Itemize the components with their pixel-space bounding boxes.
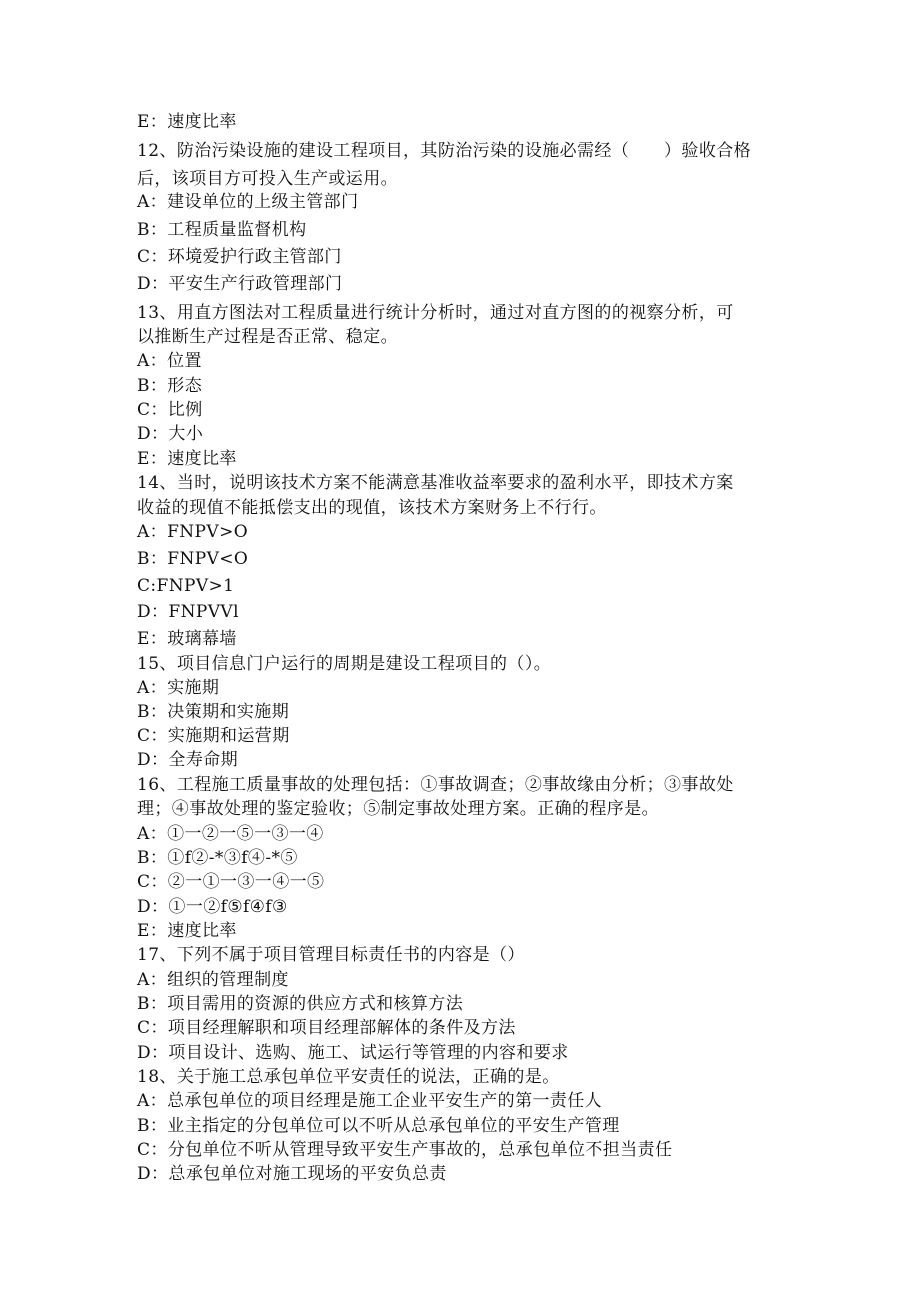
- text-line: 理；④事故处理的鉴定验收；⑤制定事故处理方案。正确的程序是。: [137, 799, 659, 819]
- option-b: B：项目需用的资源的供应方式和核算方法: [137, 994, 464, 1014]
- option-e: E：速度比率: [137, 449, 237, 469]
- option-d: D：平安生产行政管理部门: [137, 274, 343, 294]
- question-16: 16、工程施工质量事故的处理包括：①事故调查；②事故缘由分析；③事故处: [137, 775, 734, 795]
- option-b: B：形态: [137, 376, 203, 396]
- question-14: 14、当时，说明该技术方案不能满意基准收益率要求的盈利水平，即技术方案: [137, 473, 734, 493]
- option-d: D：总承包单位对施工现场的平安负总责: [137, 1164, 447, 1184]
- option-d: D：大小: [137, 424, 204, 444]
- option-a: A：总承包单位的项目经理是施工企业平安生产的第一责任人: [137, 1091, 603, 1111]
- question-18: 18、关于施工总承包单位平安责任的说法，正确的是。: [137, 1067, 560, 1087]
- option-a: A：建设单位的上级主管部门: [137, 192, 359, 212]
- option-c: C：比例: [137, 400, 203, 420]
- option-d: D：全寿命期: [137, 750, 239, 770]
- option-c: C：实施期和运营期: [137, 726, 290, 746]
- text-line: 收益的现值不能抵偿支出的现值，该技术方案财务上不行行。: [137, 498, 607, 518]
- option-a: A：组织的管理制度: [137, 970, 289, 990]
- option-d: D：FNPVVl: [137, 602, 239, 622]
- option-a: A：①一②一⑤一③一④: [137, 824, 324, 844]
- option-c: C:FNPV>1: [137, 576, 235, 596]
- question-17: 17、下列不属于项目管理目标责任书的内容是（）: [137, 945, 525, 965]
- text-line: E：速度比率: [137, 112, 237, 132]
- option-b: B：①f②-*③f④-*⑤: [137, 848, 298, 868]
- option-c: C：项目经理解职和项目经理部解体的条件及方法: [137, 1018, 516, 1038]
- option-a: A：实施期: [137, 678, 220, 698]
- option-c: C：②一①一③一④一⑤: [137, 872, 325, 892]
- question-12: 12、防治污染设施的建设工程项目，其防治污染的设施必需经（ ）验收合格: [137, 141, 752, 161]
- option-a: A：位置: [137, 351, 202, 371]
- option-b: B：决策期和实施期: [137, 702, 290, 722]
- question-15: 15、项目信息门户运行的周期是建设工程项目的（）。: [137, 654, 552, 674]
- option-a: A：FNPV>O: [137, 522, 249, 542]
- option-b: B：FNPV<O: [137, 549, 249, 569]
- option-e: E：速度比率: [137, 921, 237, 941]
- text-line: 以推断生产过程是否正常、稳定。: [137, 327, 398, 347]
- option-c: C：环境爱护行政主管部门: [137, 247, 342, 267]
- text-line: 后，该项目方可投入生产或运用。: [137, 169, 398, 189]
- option-b: B：工程质量监督机构: [137, 220, 307, 240]
- option-d: D：项目设计、选购、施工、试运行等管理的内容和要求: [137, 1043, 569, 1063]
- option-e: E：玻璃幕墙: [137, 629, 237, 649]
- question-13: 13、用直方图法对工程质量进行统计分析时，通过对直方图的的视察分析，可: [137, 303, 734, 323]
- option-d: D：①一②f⑤f④f③: [137, 897, 288, 917]
- option-b: B：业主指定的分包单位可以不听从总承包单位的平安生产管理: [137, 1116, 620, 1136]
- option-c: C：分包单位不听从管理导致平安生产事故的，总承包单位不担当责任: [137, 1140, 673, 1160]
